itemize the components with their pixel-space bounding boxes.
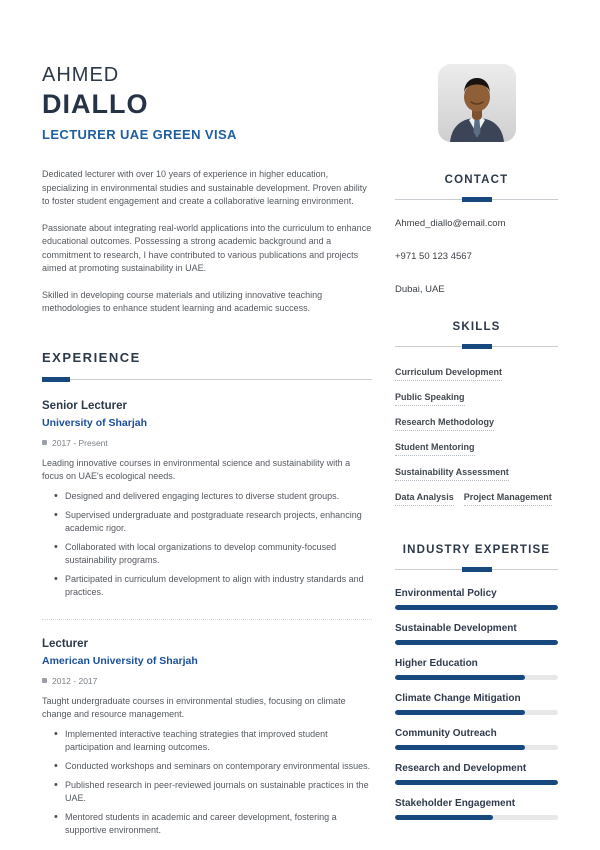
job-dates-text: 2012 - 2017 [52, 675, 98, 686]
expertise-bar-fill [395, 745, 525, 750]
expertise-item [395, 798, 558, 820]
experience-heading: EXPERIENCE [42, 349, 141, 365]
skills-list [395, 367, 558, 506]
job-bullet: • Published research in peer-reviewed journals on sustainable practices in the UAE. [42, 779, 372, 805]
expertise-label: Research and Development [395, 763, 527, 774]
last-name: DIALLO [42, 89, 149, 119]
job-entry [42, 400, 372, 599]
first-name: AHMED [42, 64, 120, 86]
job-title: Senior Lecturer [42, 399, 127, 412]
summary-paragraph: Skilled in developing course materials and utilizing innovative teaching methodologies to enhance student learning and academic success. [42, 289, 323, 313]
expertise-bar-track [395, 605, 558, 610]
expertise-bar-track [395, 710, 558, 715]
job-bullet: • Supervised undergraduate and postgraduate research projects, enhancing academic rigor. [42, 509, 372, 535]
expertise-bar-fill [395, 675, 525, 680]
skill-item: Student Mentoring [395, 442, 475, 456]
job-headline: LECTURER UAE GREEN VISA [42, 127, 237, 142]
job-company: University of Sharjah [42, 416, 148, 429]
expertise-bar-track [395, 780, 558, 785]
skills-heading: SKILLS [452, 321, 501, 333]
job-bullet: • Conducted workshops and seminars on contemporary environmental issues. [42, 760, 372, 773]
expertise-bar-fill [395, 605, 558, 610]
main-column [42, 64, 372, 837]
job-entry [42, 638, 372, 837]
rule-accent [42, 377, 70, 382]
expertise-bar-track [395, 745, 558, 750]
job-title: Lecturer [42, 637, 89, 650]
experience-heading-rule [42, 377, 372, 382]
skill-item: Curriculum Development [395, 367, 502, 381]
expertise-label: Sustainable Development [395, 623, 517, 634]
industry-expertise-heading: INDUSTRY EXPERTISE [402, 544, 551, 556]
skill-item: Data Analysis [395, 492, 454, 506]
job-divider [42, 619, 372, 620]
job-bullet: • Collaborated with local organizations to develop community-focused sustainability programs. [42, 541, 372, 567]
expertise-bar-track [395, 815, 558, 820]
expertise-bar-fill [395, 710, 525, 715]
expertise-label: Higher Education [395, 658, 478, 669]
expertise-label: Community Outreach [395, 728, 497, 739]
skill-item: Sustainability Assessment [395, 467, 509, 481]
rule-line [42, 379, 372, 380]
expertise-label: Climate Change Mitigation [395, 693, 521, 704]
summary-paragraph: Passionate about integrating real-world applications into the curriculum to enhance educational outcomes. Possessing a strong academic background and a commitment to research, I have contributed to various publications and projects aimed at promoting sustainability in UAE. [42, 222, 372, 273]
contact-location: Dubai, UAE [395, 284, 445, 295]
expertise-bar-track [395, 640, 558, 645]
skills-section [395, 321, 558, 506]
profile-photo-image [438, 64, 516, 142]
job-dates-text: 2017 - Present [52, 437, 108, 448]
expertise-item [395, 728, 558, 750]
job-bullet-list [42, 490, 372, 599]
job-bullet: • Designed and delivered engaging lectures to diverse student groups. [42, 490, 372, 503]
job-dates [42, 438, 372, 448]
summary-section [42, 168, 372, 316]
rule-accent [462, 567, 492, 572]
contact-phone: +971 50 123 4567 [395, 251, 472, 262]
job-description: Taught undergraduate courses in environmental studies, focusing on climate change and resource management. [42, 695, 346, 720]
expertise-item [395, 623, 558, 645]
contact-email: Ahmed_diallo@email.com [395, 218, 506, 229]
contact-section [395, 174, 558, 295]
industry-expertise-list [395, 588, 558, 820]
rule-accent [462, 344, 492, 349]
expertise-bar-fill [395, 780, 558, 785]
job-bullet: • Mentored students in academic and career development, fostering a supportive environment. [42, 811, 372, 837]
profile-photo [438, 64, 516, 142]
job-bullet-list [42, 728, 372, 837]
contact-heading-rule [395, 197, 558, 202]
name-block [42, 64, 372, 142]
skill-item: Research Methodology [395, 417, 494, 431]
calendar-icon [42, 678, 47, 683]
job-bullet: • Participated in curriculum development to align with industry standards and practices. [42, 573, 372, 599]
job-bullet: • Implemented interactive teaching strategies that improved student participation and learning outcomes. [42, 728, 372, 754]
rule-accent [462, 197, 492, 202]
expertise-item [395, 693, 558, 715]
contact-items [395, 218, 558, 295]
skill-item: Project Management [464, 492, 552, 506]
expertise-item [395, 588, 558, 610]
expertise-label: Environmental Policy [395, 588, 497, 599]
job-description: Leading innovative courses in environmental science and sustainability with a focus on UAE's ecological needs. [42, 457, 351, 481]
skills-heading-rule [395, 344, 558, 349]
expertise-item [395, 763, 558, 785]
industry-heading-rule [395, 567, 558, 572]
calendar-icon [42, 440, 47, 445]
job-dates [42, 676, 372, 686]
expertise-bar-fill [395, 815, 493, 820]
sidebar-column [395, 64, 558, 833]
expertise-item [395, 658, 558, 680]
expertise-bar-fill [395, 640, 558, 645]
expertise-bar-track [395, 675, 558, 680]
expertise-label: Stakeholder Engagement [395, 798, 516, 809]
contact-heading: CONTACT [444, 174, 509, 186]
skill-item: Public Speaking [395, 392, 465, 406]
summary-paragraph: Dedicated lecturer with over 10 years of experience in higher education, specializing in environmental studies and sustainable development. Proven ability to foster student engagement and create a collaborative learning environment. [42, 169, 367, 206]
job-company: American University of Sharjah [42, 654, 198, 667]
industry-expertise-section [395, 544, 558, 820]
